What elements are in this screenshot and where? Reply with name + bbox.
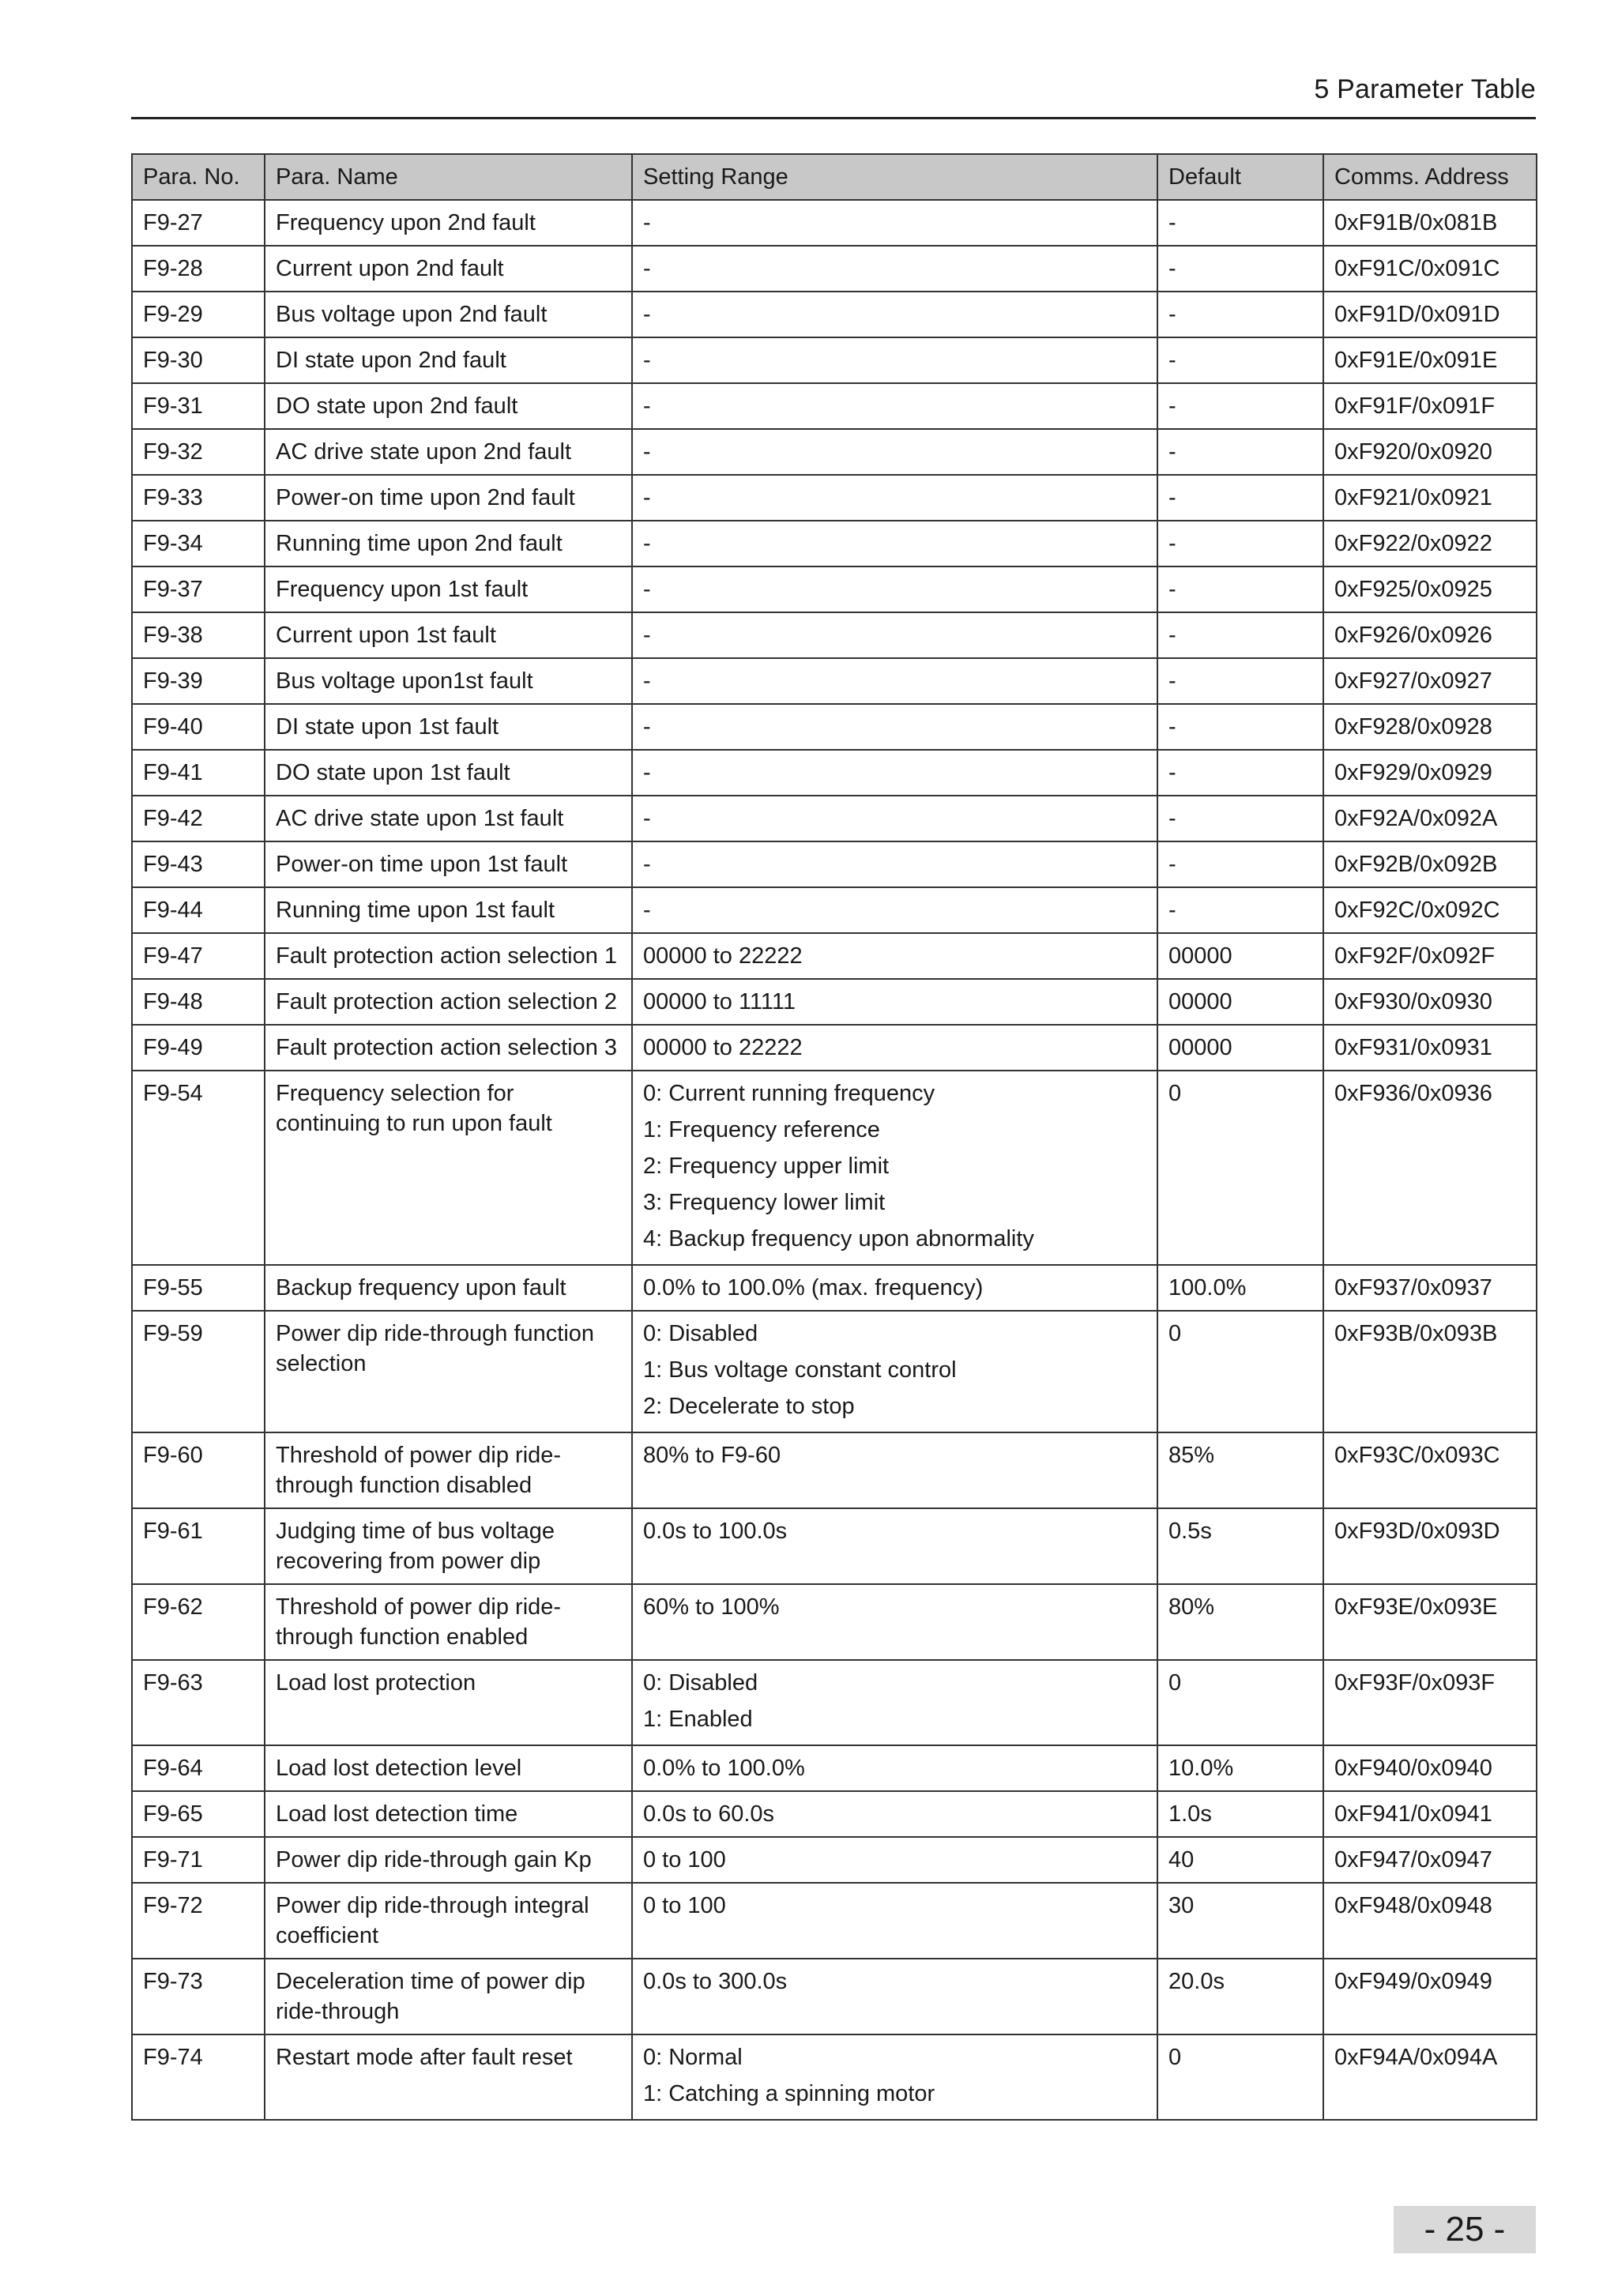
setting-range-line: - bbox=[643, 806, 651, 831]
cell-default: - bbox=[1157, 796, 1323, 841]
cell-comms-address: 0xF92C/0x092C bbox=[1323, 887, 1537, 933]
cell-para-name: Power dip ride-through function selection bbox=[265, 1311, 632, 1432]
setting-range-line: 60% to 100% bbox=[643, 1594, 780, 1620]
cell-default: - bbox=[1157, 200, 1323, 246]
setting-range-line: 80% to F9-60 bbox=[643, 1443, 781, 1468]
cell-default: 0 bbox=[1157, 1660, 1323, 1745]
cell-comms-address: 0xF94A/0x094A bbox=[1323, 2034, 1537, 2120]
cell-setting-range bbox=[632, 704, 1157, 750]
cell-default: - bbox=[1157, 521, 1323, 566]
cell-comms-address: 0xF926/0x0926 bbox=[1323, 612, 1537, 658]
setting-range-line: 0 to 100 bbox=[643, 1893, 726, 1918]
table-row bbox=[132, 1508, 1537, 1584]
setting-range-line: 0: Normal bbox=[643, 2045, 743, 2070]
cell-para-no: F9-63 bbox=[132, 1660, 265, 1745]
cell-setting-range bbox=[632, 2034, 1157, 2120]
cell-default: - bbox=[1157, 566, 1323, 612]
cell-comms-address: 0xF936/0x0936 bbox=[1323, 1071, 1537, 1265]
setting-range-line: - bbox=[643, 485, 651, 510]
setting-range-line: 0: Disabled bbox=[643, 1321, 758, 1346]
table-row bbox=[132, 704, 1537, 750]
cell-setting-range bbox=[632, 1745, 1157, 1791]
setting-range-line: 0.0s to 100.0s bbox=[643, 1519, 788, 1544]
setting-range-line: 00000 to 11111 bbox=[643, 989, 796, 1014]
cell-comms-address: 0xF928/0x0928 bbox=[1323, 704, 1537, 750]
cell-para-name: Bus voltage upon1st fault bbox=[265, 658, 632, 704]
cell-default: - bbox=[1157, 704, 1323, 750]
cell-para-name: Backup frequency upon fault bbox=[265, 1265, 632, 1311]
cell-para-name: Load lost protection bbox=[265, 1660, 632, 1745]
setting-range-line: 1: Catching a spinning motor bbox=[643, 2081, 935, 2106]
setting-range-line: 0.0s to 60.0s bbox=[643, 1801, 775, 1827]
cell-setting-range bbox=[632, 1837, 1157, 1883]
cell-comms-address: 0xF91D/0x091D bbox=[1323, 292, 1537, 337]
cell-para-name: Load lost detection level bbox=[265, 1745, 632, 1791]
cell-para-no: F9-27 bbox=[132, 200, 265, 246]
cell-comms-address: 0xF92B/0x092B bbox=[1323, 841, 1537, 887]
cell-comms-address: 0xF91B/0x081B bbox=[1323, 200, 1537, 246]
cell-para-no: F9-28 bbox=[132, 246, 265, 292]
setting-range-line: 4: Backup frequency upon abnormality bbox=[643, 1226, 1034, 1252]
cell-comms-address: 0xF93E/0x093E bbox=[1323, 1584, 1537, 1660]
cell-para-name: Judging time of bus voltage recovering from power dip bbox=[265, 1508, 632, 1584]
setting-range-line: - bbox=[643, 852, 651, 877]
cell-default: - bbox=[1157, 750, 1323, 796]
table-row bbox=[132, 1745, 1537, 1791]
cell-para-name: Current upon 1st fault bbox=[265, 612, 632, 658]
cell-setting-range bbox=[632, 796, 1157, 841]
cell-setting-range bbox=[632, 1071, 1157, 1265]
cell-para-name: AC drive state upon 2nd fault bbox=[265, 429, 632, 475]
cell-para-no: F9-72 bbox=[132, 1883, 265, 1959]
setting-range-line: 0.0% to 100.0% (max. frequency) bbox=[643, 1275, 984, 1300]
table-row bbox=[132, 566, 1537, 612]
column-header-para-no: Para. No. bbox=[132, 154, 265, 200]
setting-range-line: 0: Current running frequency bbox=[643, 1081, 935, 1106]
cell-para-no: F9-48 bbox=[132, 979, 265, 1025]
table-row bbox=[132, 383, 1537, 429]
cell-default: - bbox=[1157, 246, 1323, 292]
setting-range-line: 2: Frequency upper limit bbox=[643, 1154, 890, 1179]
table-row bbox=[132, 1311, 1537, 1432]
cell-para-no: F9-34 bbox=[132, 521, 265, 566]
cell-para-no: F9-33 bbox=[132, 475, 265, 521]
cell-setting-range bbox=[632, 429, 1157, 475]
cell-comms-address: 0xF921/0x0921 bbox=[1323, 475, 1537, 521]
cell-para-no: F9-29 bbox=[132, 292, 265, 337]
section-title: 5 Parameter Table bbox=[1314, 74, 1536, 104]
table-row bbox=[132, 200, 1537, 246]
cell-default: - bbox=[1157, 292, 1323, 337]
cell-comms-address: 0xF927/0x0927 bbox=[1323, 658, 1537, 704]
cell-comms-address: 0xF91E/0x091E bbox=[1323, 337, 1537, 383]
setting-range-line: - bbox=[643, 393, 651, 419]
setting-range-line: - bbox=[643, 531, 651, 556]
setting-range-line: 1: Frequency reference bbox=[643, 1117, 880, 1142]
table-row bbox=[132, 1791, 1537, 1837]
cell-para-no: F9-42 bbox=[132, 796, 265, 841]
column-header-comms-address: Comms. Address bbox=[1323, 154, 1537, 200]
setting-range-line: 1: Bus voltage constant control bbox=[643, 1357, 957, 1383]
cell-setting-range bbox=[632, 612, 1157, 658]
cell-para-no: F9-64 bbox=[132, 1745, 265, 1791]
setting-range-line: - bbox=[643, 623, 651, 648]
column-header-para-name: Para. Name bbox=[265, 154, 632, 200]
cell-comms-address: 0xF93D/0x093D bbox=[1323, 1508, 1537, 1584]
table-row bbox=[132, 2034, 1537, 2120]
setting-range-line: 2: Decelerate to stop bbox=[643, 1394, 855, 1419]
cell-default: 10.0% bbox=[1157, 1745, 1323, 1791]
cell-default: 0 bbox=[1157, 1311, 1323, 1432]
cell-setting-range bbox=[632, 1025, 1157, 1071]
cell-para-name: Fault protection action selection 1 bbox=[265, 933, 632, 979]
cell-comms-address: 0xF940/0x0940 bbox=[1323, 1745, 1537, 1791]
table-row bbox=[132, 612, 1537, 658]
cell-para-no: F9-38 bbox=[132, 612, 265, 658]
cell-default: 40 bbox=[1157, 1837, 1323, 1883]
cell-para-name: Current upon 2nd fault bbox=[265, 246, 632, 292]
table-row bbox=[132, 796, 1537, 841]
table-row bbox=[132, 1584, 1537, 1660]
cell-comms-address: 0xF949/0x0949 bbox=[1323, 1959, 1537, 2034]
cell-para-name: DI state upon 2nd fault bbox=[265, 337, 632, 383]
cell-para-name: Running time upon 2nd fault bbox=[265, 521, 632, 566]
cell-para-no: F9-71 bbox=[132, 1837, 265, 1883]
table-row bbox=[132, 933, 1537, 979]
cell-para-name: Power dip ride-through gain Kp bbox=[265, 1837, 632, 1883]
cell-para-name: Frequency upon 2nd fault bbox=[265, 200, 632, 246]
cell-para-no: F9-47 bbox=[132, 933, 265, 979]
cell-comms-address: 0xF941/0x0941 bbox=[1323, 1791, 1537, 1837]
cell-setting-range bbox=[632, 1959, 1157, 2034]
setting-range-line: - bbox=[643, 898, 651, 923]
setting-range-line: 3: Frequency lower limit bbox=[643, 1190, 886, 1215]
cell-default: - bbox=[1157, 658, 1323, 704]
cell-default: 0 bbox=[1157, 2034, 1323, 2120]
cell-default: 00000 bbox=[1157, 933, 1323, 979]
cell-setting-range bbox=[632, 337, 1157, 383]
cell-default: 0.5s bbox=[1157, 1508, 1323, 1584]
cell-setting-range bbox=[632, 1508, 1157, 1584]
page-number: - 25 - bbox=[1394, 2206, 1536, 2253]
cell-comms-address: 0xF92A/0x092A bbox=[1323, 796, 1537, 841]
table-row bbox=[132, 292, 1537, 337]
header-divider bbox=[131, 117, 1536, 119]
setting-range-line: 00000 to 22222 bbox=[643, 943, 803, 969]
cell-para-no: F9-37 bbox=[132, 566, 265, 612]
cell-para-name: Deceleration time of power dip ride-through bbox=[265, 1959, 632, 2034]
cell-para-name: Power dip ride-through integral coefficient bbox=[265, 1883, 632, 1959]
cell-para-no: F9-43 bbox=[132, 841, 265, 887]
cell-para-name: AC drive state upon 1st fault bbox=[265, 796, 632, 841]
cell-default: - bbox=[1157, 841, 1323, 887]
cell-default: 100.0% bbox=[1157, 1265, 1323, 1311]
cell-setting-range bbox=[632, 1883, 1157, 1959]
table-row bbox=[132, 1959, 1537, 2034]
table-body bbox=[132, 200, 1537, 2120]
cell-default: 85% bbox=[1157, 1432, 1323, 1508]
cell-default: - bbox=[1157, 612, 1323, 658]
cell-comms-address: 0xF92F/0x092F bbox=[1323, 933, 1537, 979]
cell-para-name: Restart mode after fault reset bbox=[265, 2034, 632, 2120]
setting-range-line: 0 to 100 bbox=[643, 1847, 726, 1873]
table-row bbox=[132, 979, 1537, 1025]
cell-para-name: Fault protection action selection 3 bbox=[265, 1025, 632, 1071]
cell-default: - bbox=[1157, 429, 1323, 475]
cell-default: 80% bbox=[1157, 1584, 1323, 1660]
cell-para-name: Running time upon 1st fault bbox=[265, 887, 632, 933]
cell-comms-address: 0xF93B/0x093B bbox=[1323, 1311, 1537, 1432]
cell-setting-range bbox=[632, 1265, 1157, 1311]
setting-range-line: - bbox=[643, 760, 651, 785]
setting-range-line: - bbox=[643, 577, 651, 602]
cell-comms-address: 0xF948/0x0948 bbox=[1323, 1883, 1537, 1959]
cell-setting-range bbox=[632, 383, 1157, 429]
cell-default: 00000 bbox=[1157, 979, 1323, 1025]
cell-comms-address: 0xF93C/0x093C bbox=[1323, 1432, 1537, 1508]
setting-range-line: - bbox=[643, 668, 651, 694]
setting-range-line: 0.0s to 300.0s bbox=[643, 1969, 788, 1994]
cell-para-name: Fault protection action selection 2 bbox=[265, 979, 632, 1025]
cell-setting-range bbox=[632, 1660, 1157, 1745]
cell-para-no: F9-73 bbox=[132, 1959, 265, 2034]
cell-para-name: Threshold of power dip ride-through function enabled bbox=[265, 1584, 632, 1660]
cell-setting-range bbox=[632, 658, 1157, 704]
cell-default: 1.0s bbox=[1157, 1791, 1323, 1837]
cell-para-no: F9-30 bbox=[132, 337, 265, 383]
cell-para-no: F9-60 bbox=[132, 1432, 265, 1508]
cell-comms-address: 0xF91F/0x091F bbox=[1323, 383, 1537, 429]
cell-comms-address: 0xF929/0x0929 bbox=[1323, 750, 1537, 796]
cell-para-name: DO state upon 1st fault bbox=[265, 750, 632, 796]
cell-setting-range bbox=[632, 521, 1157, 566]
cell-default: - bbox=[1157, 475, 1323, 521]
setting-range-line: - bbox=[643, 714, 651, 740]
cell-comms-address: 0xF925/0x0925 bbox=[1323, 566, 1537, 612]
cell-para-name: Power-on time upon 1st fault bbox=[265, 841, 632, 887]
column-header-default: Default bbox=[1157, 154, 1323, 200]
table-row bbox=[132, 521, 1537, 566]
cell-para-no: F9-40 bbox=[132, 704, 265, 750]
cell-setting-range bbox=[632, 200, 1157, 246]
table-row bbox=[132, 1432, 1537, 1508]
cell-para-name: Threshold of power dip ride-through function disabled bbox=[265, 1432, 632, 1508]
setting-range-line: - bbox=[643, 256, 651, 281]
cell-setting-range bbox=[632, 841, 1157, 887]
table-row bbox=[132, 1265, 1537, 1311]
cell-setting-range bbox=[632, 933, 1157, 979]
table-row bbox=[132, 887, 1537, 933]
cell-setting-range bbox=[632, 566, 1157, 612]
cell-setting-range bbox=[632, 1311, 1157, 1432]
cell-comms-address: 0xF937/0x0937 bbox=[1323, 1265, 1537, 1311]
cell-setting-range bbox=[632, 1432, 1157, 1508]
table-row bbox=[132, 841, 1537, 887]
cell-para-name: DI state upon 1st fault bbox=[265, 704, 632, 750]
cell-para-no: F9-74 bbox=[132, 2034, 265, 2120]
cell-para-no: F9-65 bbox=[132, 1791, 265, 1837]
setting-range-line: - bbox=[643, 348, 651, 373]
table-row bbox=[132, 750, 1537, 796]
cell-default: - bbox=[1157, 337, 1323, 383]
cell-para-no: F9-32 bbox=[132, 429, 265, 475]
cell-default: - bbox=[1157, 383, 1323, 429]
table-row bbox=[132, 1883, 1537, 1959]
cell-comms-address: 0xF91C/0x091C bbox=[1323, 246, 1537, 292]
table-row bbox=[132, 429, 1537, 475]
setting-range-line: 0.0% to 100.0% bbox=[643, 1756, 805, 1781]
cell-comms-address: 0xF922/0x0922 bbox=[1323, 521, 1537, 566]
table-header-row bbox=[132, 154, 1537, 200]
cell-setting-range bbox=[632, 887, 1157, 933]
cell-para-name: Frequency upon 1st fault bbox=[265, 566, 632, 612]
cell-comms-address: 0xF931/0x0931 bbox=[1323, 1025, 1537, 1071]
cell-comms-address: 0xF920/0x0920 bbox=[1323, 429, 1537, 475]
setting-range-line: - bbox=[643, 302, 651, 327]
cell-para-no: F9-39 bbox=[132, 658, 265, 704]
cell-para-no: F9-55 bbox=[132, 1265, 265, 1311]
cell-default: 0 bbox=[1157, 1071, 1323, 1265]
cell-para-no: F9-62 bbox=[132, 1584, 265, 1660]
cell-setting-range bbox=[632, 979, 1157, 1025]
table-row bbox=[132, 246, 1537, 292]
setting-range-line: 00000 to 22222 bbox=[643, 1035, 803, 1060]
cell-default: 00000 bbox=[1157, 1025, 1323, 1071]
setting-range-line: 0: Disabled bbox=[643, 1670, 758, 1696]
cell-para-no: F9-54 bbox=[132, 1071, 265, 1265]
cell-para-no: F9-44 bbox=[132, 887, 265, 933]
cell-setting-range bbox=[632, 1584, 1157, 1660]
table-row bbox=[132, 658, 1537, 704]
setting-range-line: - bbox=[643, 439, 651, 465]
table-row bbox=[132, 337, 1537, 383]
table-row bbox=[132, 1025, 1537, 1071]
cell-setting-range bbox=[632, 750, 1157, 796]
parameter-table bbox=[131, 153, 1537, 2121]
cell-default: 20.0s bbox=[1157, 1959, 1323, 2034]
cell-default: 30 bbox=[1157, 1883, 1323, 1959]
cell-para-name: Bus voltage upon 2nd fault bbox=[265, 292, 632, 337]
column-header-setting-range: Setting Range bbox=[632, 154, 1157, 200]
cell-setting-range bbox=[632, 1791, 1157, 1837]
setting-range-line: - bbox=[643, 210, 651, 235]
cell-para-name: Frequency selection for continuing to run upon fault bbox=[265, 1071, 632, 1265]
cell-para-name: Power-on time upon 2nd fault bbox=[265, 475, 632, 521]
cell-para-no: F9-31 bbox=[132, 383, 265, 429]
cell-default: - bbox=[1157, 887, 1323, 933]
cell-para-name: DO state upon 2nd fault bbox=[265, 383, 632, 429]
cell-para-no: F9-61 bbox=[132, 1508, 265, 1584]
cell-comms-address: 0xF947/0x0947 bbox=[1323, 1837, 1537, 1883]
table-row bbox=[132, 1071, 1537, 1265]
cell-para-no: F9-41 bbox=[132, 750, 265, 796]
table-row bbox=[132, 1837, 1537, 1883]
cell-para-no: F9-49 bbox=[132, 1025, 265, 1071]
cell-para-no: F9-59 bbox=[132, 1311, 265, 1432]
cell-setting-range bbox=[632, 246, 1157, 292]
cell-setting-range bbox=[632, 475, 1157, 521]
setting-range-line: 1: Enabled bbox=[643, 1707, 753, 1732]
cell-para-name: Load lost detection time bbox=[265, 1791, 632, 1837]
table-row bbox=[132, 475, 1537, 521]
cell-comms-address: 0xF930/0x0930 bbox=[1323, 979, 1537, 1025]
cell-comms-address: 0xF93F/0x093F bbox=[1323, 1660, 1537, 1745]
table-row bbox=[132, 1660, 1537, 1745]
cell-setting-range bbox=[632, 292, 1157, 337]
